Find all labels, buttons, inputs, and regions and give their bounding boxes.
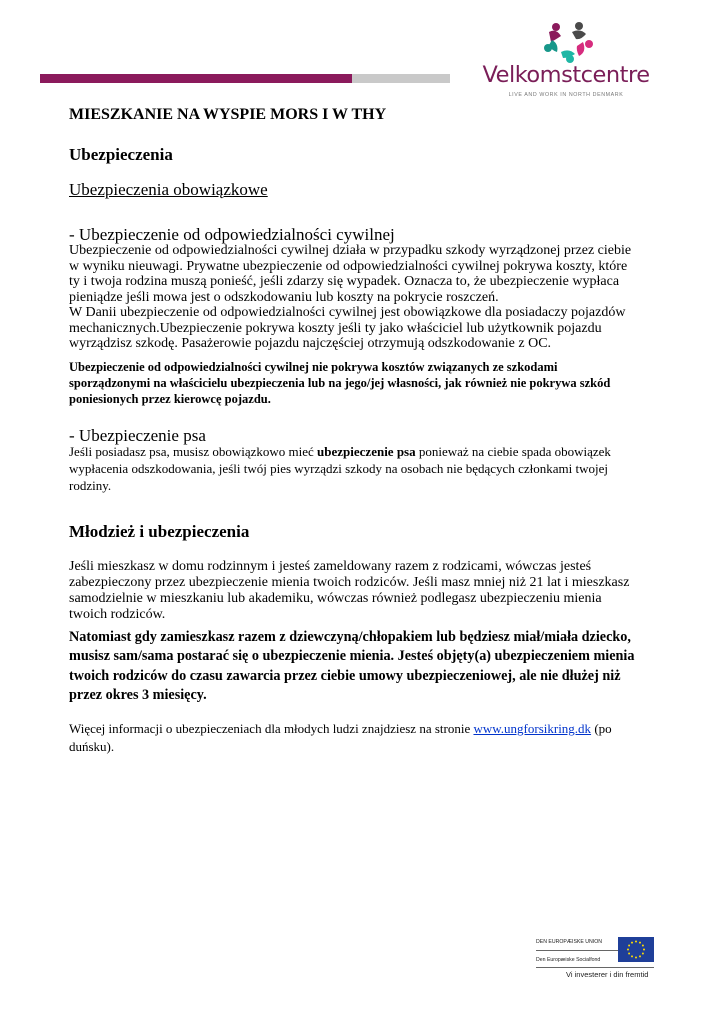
text-line: twoich rodziców do czasu zawarcia przez ciebie umowy ubezpieczeniowej, ale nie dłużej niż (69, 667, 621, 684)
text-line: wypłacenia odszkodowania, jeśli twój pies wyrządzi szkody na osobach nie będących członkami twojej (69, 460, 608, 476)
bold-term: ubezpieczenie psa (317, 444, 416, 459)
ungforsikring-link[interactable]: www.ungforsikring.dk (473, 721, 592, 736)
text-line: Natomiast gdy zamieszkasz razem z dziewczyną/chłopakiem lub będziesz miał/miała dziecko, (69, 629, 631, 645)
subsection-heading-mandatory: Ubezpieczenia obowiązkowe (69, 180, 268, 199)
text-line: poniesionych przez kierowcę pojazdu. (69, 392, 271, 406)
dog-insurance-paragraph (69, 444, 669, 494)
text-line: mechanicznych.Ubezpieczenie pokrywa koszty jeśli ty jako właściciel lub użytkownik pojazdu (69, 320, 602, 336)
section-heading-insurance: Ubezpieczenia (69, 145, 173, 164)
youth-bold-paragraph (69, 628, 669, 705)
text-line: pieniądze jeśli mowa jest o odszkodowaniu lub koszty na pokrycie roszczeń. (69, 289, 499, 305)
velkomstcentre-logo (476, 18, 656, 102)
text-run: ponieważ na ciebie spada obowiązek (415, 444, 611, 459)
text-line: rodziny. (69, 477, 112, 493)
text-line: zabezpieczony przez ubezpieczenie mienia twoich rodziców. Jeśli masz mniej niż 21 lat i mieszkasz (69, 575, 630, 590)
eu-motto: Vi investerer i din fremtid (566, 970, 649, 979)
text-line: sporządzonymi na właścicielu ubezpieczenia lub na jego/jej własności, jak również nie pokrywa szkód (69, 376, 611, 390)
logo-tagline: LIVE AND WORK IN NORTH DENMARK (508, 92, 624, 98)
text-line: musisz sam/sama postarać się o ubezpieczenie mienia. Jesteś objęty(a) ubezpieczeniem mienia (69, 648, 635, 665)
text-line: Jeśli mieszkasz w domu rodzinnym i jesteś zameldowany razem z rodzicami, wówczas jesteś (69, 559, 592, 574)
text-line: twoich rodziców. (69, 607, 166, 622)
text-line: Ubezpieczenie od odpowiedzialności cywilnej działa w przypadku szkody wyrządzonej przez ciebie (69, 243, 632, 258)
header-secondary-bar (352, 74, 450, 83)
liability-exclusions-paragraph (69, 359, 699, 407)
heading-youth-insurance: Młodzież i ubezpieczenia (69, 522, 250, 541)
eu-social-fund-label: Den Europæiske Socialfond (536, 957, 601, 963)
text-line: wyrządzisz szkodę. Pasażerowie pojazdu najczęściej otrzymują odszkodowanie z OC. (69, 336, 552, 351)
header-accent-bar (40, 74, 352, 83)
text-line: ty i twoja rodzina muszą ponieść, jeśli zdarzy się wypadek. Oznacza to, że ubezpieczenie wypłaca (69, 274, 620, 289)
text-run: (po (591, 721, 612, 736)
text-run: Jeśli posiadasz psa, musisz obowiązkowo mieć (69, 444, 318, 459)
heading-dog-insurance: - Ubezpieczenie psa (69, 426, 206, 445)
text-line: W Danii ubezpieczenie od odpowiedzialności cywilnej jest obowiązkowe dla posiadaczy pojazdów (69, 305, 626, 320)
divider (536, 967, 654, 968)
page-title: MIESZKANIE NA WYSPIE MORS I W THY (69, 106, 387, 123)
heading-liability-insurance: - Ubezpieczenie od odpowiedzialności cywilnej (69, 225, 395, 244)
more-info-paragraph (69, 720, 669, 756)
logo-name: Velkomstcentre (482, 62, 650, 88)
text-line: w wyniku nieuwagi. Prywatne ubezpieczenie od odpowiedzialności cywilnej pokrywa koszty, które (69, 258, 628, 274)
people-circle-icon (539, 18, 597, 64)
eu-union-label: DEN EUROPÆISKE UNION (536, 939, 603, 945)
youth-paragraph (69, 559, 669, 623)
text-line: Ubezpieczenie od odpowiedzialności cywilnej nie pokrywa kosztów związanych ze szkodami (69, 360, 558, 374)
eu-funding-logo (536, 935, 656, 981)
text-line: samodzielnie w mieszkaniu lub akademiku, wówczas również podlegasz ubezpieczeniu mienia (69, 591, 602, 606)
text-line (69, 720, 669, 738)
text-run: Więcej informacji o ubezpieczeniach dla młodych ludzi znajdziesz na stronie (69, 721, 474, 736)
text-line (69, 444, 669, 461)
liability-paragraph (69, 243, 659, 352)
text-line: przez okres 3 miesięcy. (69, 686, 207, 703)
eu-flag-icon (618, 937, 654, 962)
text-line: duńsku). (69, 739, 115, 754)
